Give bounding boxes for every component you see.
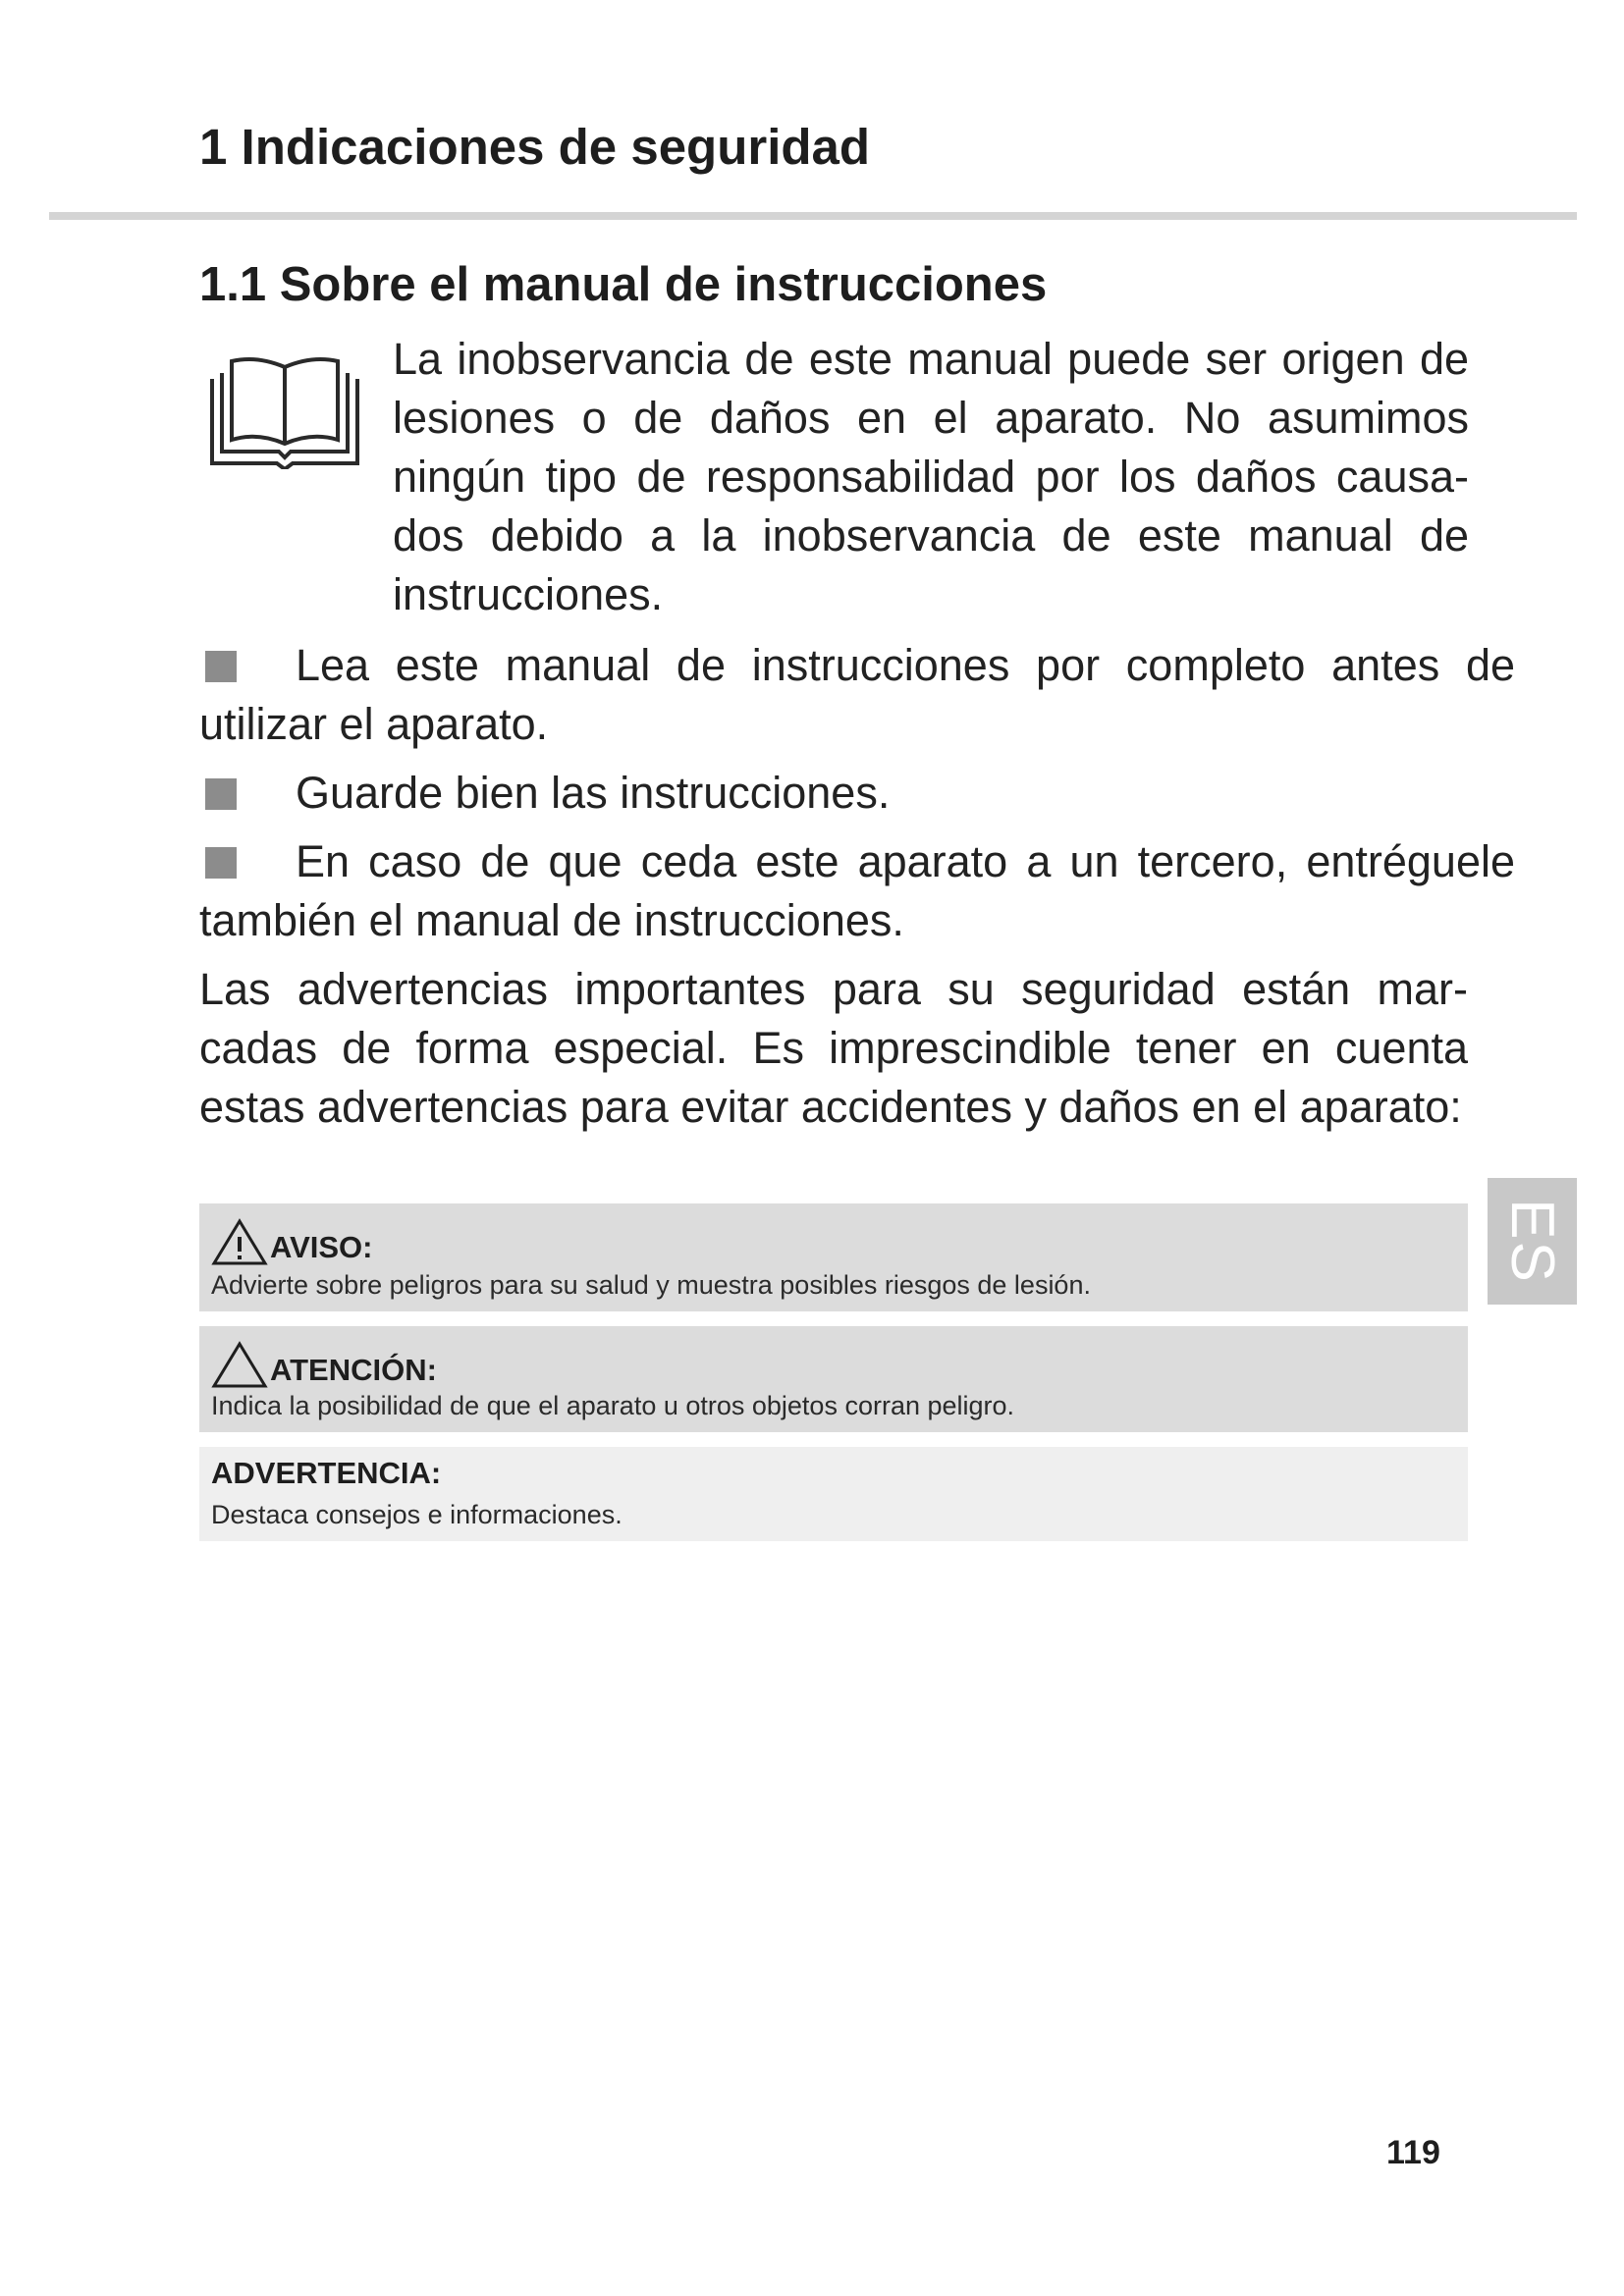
chapter-title: 1 Indicaciones de seguridad [199,119,871,175]
bullet-text: En caso de que ceda este aparato a un tercero, entréguele también el manual de instrucciones. [199,836,1515,945]
header-divider [49,212,1577,220]
language-tab-label: ES [1498,1199,1566,1284]
bullet-square-icon [205,847,237,879]
notice-aviso [199,1203,1468,1311]
intro-text: La inobservancia de este manual puede ser origen de lesiones o de daños en el aparato. No asumimos ningún tipo de responsabilidad por los daños causados debido a la inobservancia de este manual de instrucciones. [393,334,1469,619]
section-title: 1.1 Sobre el manual de instrucciones [199,258,1048,311]
book-icon [208,353,361,469]
warnings-paragraph: Las advertencias importantes para su seguridad están marcadas de forma especial. Es imprescindible tener en cuenta estas advertencias para evitar accidentes y daños en el aparato: [199,964,1468,1132]
bullet-text: Lea este manual de instrucciones por completo antes de utilizar el aparato. [199,640,1515,749]
notice-heading [211,1340,437,1389]
notice-heading [211,1457,441,1492]
bullet-item [199,764,1515,823]
notice-text: Destaca consejos e informaciones. [211,1500,623,1529]
notice-label: ADVERTENCIA: [211,1456,442,1490]
notice-label: AVISO: [270,1230,373,1264]
notice-atencion [199,1326,1468,1432]
bullet-square-icon [205,651,237,682]
notice-advertencia [199,1447,1468,1541]
notice-text: Indica la posibilidad de que el aparato u otros objetos corran peligro. [211,1391,1015,1420]
warning-exclamation-icon [211,1217,268,1266]
bullet-item [199,832,1515,950]
bullet-square-icon [205,778,237,810]
notice-heading [211,1217,373,1266]
bullet-text: Guarde bien las instrucciones. [296,768,891,818]
page-number: 119 [1386,2134,1440,2171]
bullet-item [199,636,1515,754]
language-tab [1488,1178,1577,1305]
notice-label: ATENCIÓN: [270,1353,437,1387]
notice-text: Advierte sobre peligros para su salud y muestra posibles riesgos de lesión. [211,1270,1091,1300]
warning-triangle-icon [211,1340,268,1389]
